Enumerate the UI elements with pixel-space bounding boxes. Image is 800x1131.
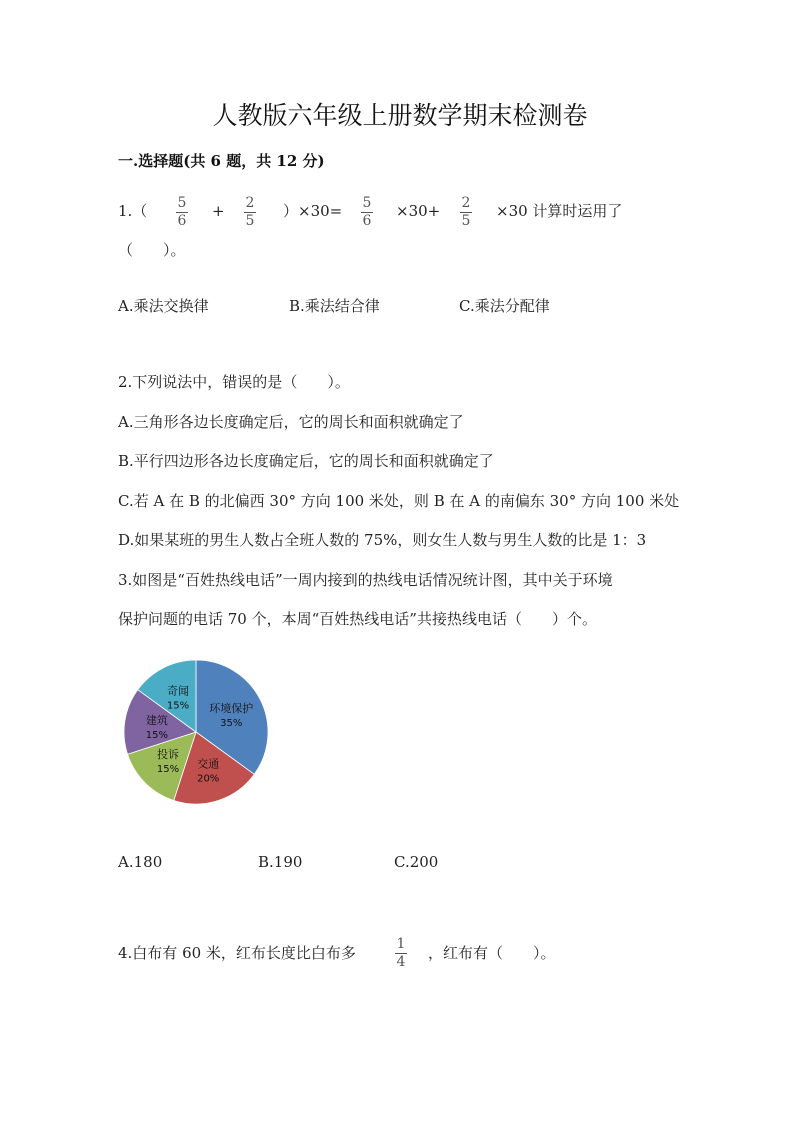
q2-option-c: C.若 A 在 B 的北偏西 30° 方向 100 米处，则 B 在 A 的南偏东 30° 方向 100 米处 bbox=[118, 492, 680, 510]
q1-fraction-4 bbox=[460, 196, 472, 229]
q3-stem-line2: 保护问题的电话 70 个，本周“百姓热线电话”共接热线电话（ ）个。 bbox=[118, 610, 597, 628]
pie-percent-1: 35% bbox=[220, 718, 243, 729]
q1-plus: + bbox=[212, 202, 225, 220]
q2-option-a: A.三角形各边长度确定后，它的周长和面积就确定了 bbox=[118, 413, 464, 431]
q3-option-c: C.200 bbox=[394, 853, 439, 871]
pie-percent-3: 15% bbox=[156, 764, 180, 775]
q2-option-b: B.平行四边形各边长度确定后，它的周长和面积就确定了 bbox=[118, 452, 494, 470]
q1-text-1: 1.（ bbox=[118, 202, 148, 220]
section-heading: 一.选择题(共 6 题，共 12 分) bbox=[118, 152, 325, 170]
q4-text-2: ，红布有（ ）。 bbox=[428, 944, 556, 962]
pie-label-2: 交通 bbox=[197, 757, 220, 771]
fraction-denominator: 4 bbox=[396, 954, 406, 970]
q1-option-c: C.乘法分配律 bbox=[459, 297, 550, 315]
q1-fraction-2 bbox=[244, 196, 256, 229]
q3-stem-line1: 3.如图是“百姓热线电话”一周内接到的热线电话情况统计图，其中关于环境 bbox=[118, 571, 613, 589]
pie-label-3: 投诉 bbox=[157, 748, 179, 761]
fraction-denominator: 6 bbox=[362, 213, 372, 229]
q1-text-2: ）×30= bbox=[283, 202, 343, 220]
pie-chart bbox=[116, 660, 276, 815]
pie-label-4: 建筑 bbox=[145, 713, 168, 727]
pie-percent-5: 15% bbox=[166, 700, 190, 712]
fraction-denominator: 5 bbox=[245, 213, 255, 229]
q1-text-3: ×30+ bbox=[396, 202, 441, 220]
q3-option-b: B.190 bbox=[258, 853, 303, 871]
fraction-denominator: 6 bbox=[177, 213, 187, 229]
fraction-numerator: 1 bbox=[396, 936, 406, 952]
q1-option-a: A.乘法交换律 bbox=[118, 297, 209, 315]
pie-percent-4: 15% bbox=[145, 729, 169, 741]
pie-percent-2: 20% bbox=[197, 773, 220, 785]
q2-option-d: D.如果某班的男生人数占全班人数的 75%，则女生人数与男生人数的比是 1：3 bbox=[118, 531, 647, 549]
q4-fraction bbox=[395, 937, 407, 970]
q1-fraction-3 bbox=[361, 196, 373, 229]
fraction-numerator: 5 bbox=[177, 195, 187, 211]
q2-stem: 2.下列说法中，错误的是（ ）。 bbox=[118, 373, 350, 391]
pie-label-5: 奇闻 bbox=[167, 684, 189, 698]
fraction-denominator: 5 bbox=[461, 213, 471, 229]
page-title: 人教版六年级上册数学期末检测卷 bbox=[212, 101, 588, 130]
pie-label-1: 环境保护 bbox=[209, 702, 254, 715]
q1-text-4: ×30 计算时运用了 bbox=[496, 202, 623, 220]
fraction-numerator: 5 bbox=[362, 195, 372, 211]
q1-text-line2: （ ）。 bbox=[118, 241, 186, 259]
q3-option-a: A.180 bbox=[118, 853, 163, 871]
fraction-numerator: 2 bbox=[245, 195, 255, 211]
fraction-numerator: 2 bbox=[461, 195, 471, 211]
q1-option-b: B.乘法结合律 bbox=[289, 297, 380, 315]
q1-fraction-1 bbox=[176, 196, 188, 229]
q4-text-1: 4.白布有 60 米，红布长度比白布多 bbox=[118, 944, 356, 962]
